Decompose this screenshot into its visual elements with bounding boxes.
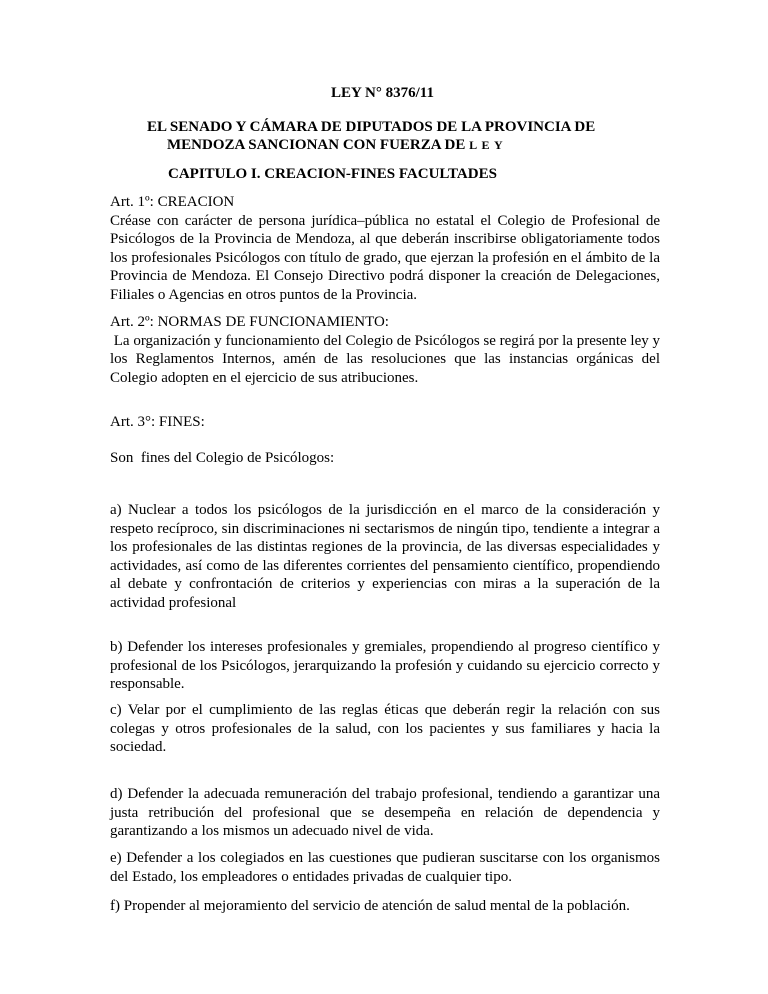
article-3-item-b: b) Defender los intereses profesionales y gremiales, propendiendo al progreso científico y profesional de los Psicólogos, jerarquizando la profesión y cuidando su ejercicio correcto y responsable. [110, 639, 660, 692]
article-1 [110, 193, 660, 304]
article-3-item-f: f) Propender al mejoramiento del servicio de atención de salud mental de la población. [110, 898, 630, 914]
article-1-heading: Art. 1º: CREACION [110, 194, 235, 210]
article-3-heading: Art. 3°: FINES: [110, 414, 205, 430]
article-1-body: Créase con carácter de persona jurídica–pública no estatal el Colegio de Profesional de Psicólogos de la Provincia de Mendoza, al que deberán inscribirse obligatoriamente todos los profesionales Psicólogos con título de grado, que ejerzan la profesión en el ámbito de la Provincia de Mendoza. El Consejo Directivo podrá disponer la creación de Delegaciones, Filiales o Agencias en otros puntos de la Provincia. [110, 212, 660, 303]
enacting-clause-line-2 [147, 136, 667, 154]
chapter-title: CAPITULO I. CREACION-FINES FACULTADES [168, 166, 497, 182]
article-2 [110, 313, 664, 387]
article-3-item-c: c) Velar por el cumplimiento de las reglas éticas que deberán regir la relación con sus colegas y otros profesionales de la salud, con los pacientes y sus familiares y hacia la sociedad. [110, 702, 660, 755]
article-3-intro: Son fines del Colegio de Psicólogos: [110, 450, 335, 466]
law-title: LEY N° 8376/11 [331, 85, 434, 101]
enacting-clause [147, 118, 667, 154]
enacting-clause-line-1: EL SENADO Y CÁMARA DE DIPUTADOS DE LA PROVINCIA DE [147, 119, 596, 135]
article-2-heading: Art. 2º: NORMAS DE FUNCIONAMIENTO: [110, 314, 389, 330]
enacting-clause-line-2-text: MENDOZA SANCIONAN CON FUERZA DE [167, 137, 470, 153]
article-3-item-a: a) Nuclear a todos los psicólogos de la jurisdicción en el marco de la consideración y respeto recíproco, sin discriminaciones ni sectarismos de ningún tipo, tendiente a integrar a los profesionales de las distintas regiones de la provincia, de las diversas especialidades y actividades, así como de las diferentes corrientes del pensamiento científico, propendiendo al debate y confrontación de criterios y experiencias con miras a la superación de la actividad profesional [110, 502, 660, 611]
article-2-body: La organización y funcionamiento del Colegio de Psicólogos se regirá por la presente ley y los Reglamentos Internos, amén de las resoluciones que las instancias orgánicas del Colegio adopten en el ejercicio de sus atribuciones. [110, 332, 664, 386]
article-3-item-e: e) Defender a los colegiados en las cuestiones que pudieran suscitarse con los organismos del Estado, los empleadores o entidades privadas de cualquier tipo. [110, 850, 660, 885]
enacting-clause-ley: L E Y [469, 138, 504, 152]
article-3-item-d: d) Defender la adecuada remuneración del trabajo profesional, tendiendo a garantizar una justa retribución del profesional que se desempeña en relación de dependencia y garantizando a los mismos un adecuado nivel de vida. [110, 786, 660, 839]
